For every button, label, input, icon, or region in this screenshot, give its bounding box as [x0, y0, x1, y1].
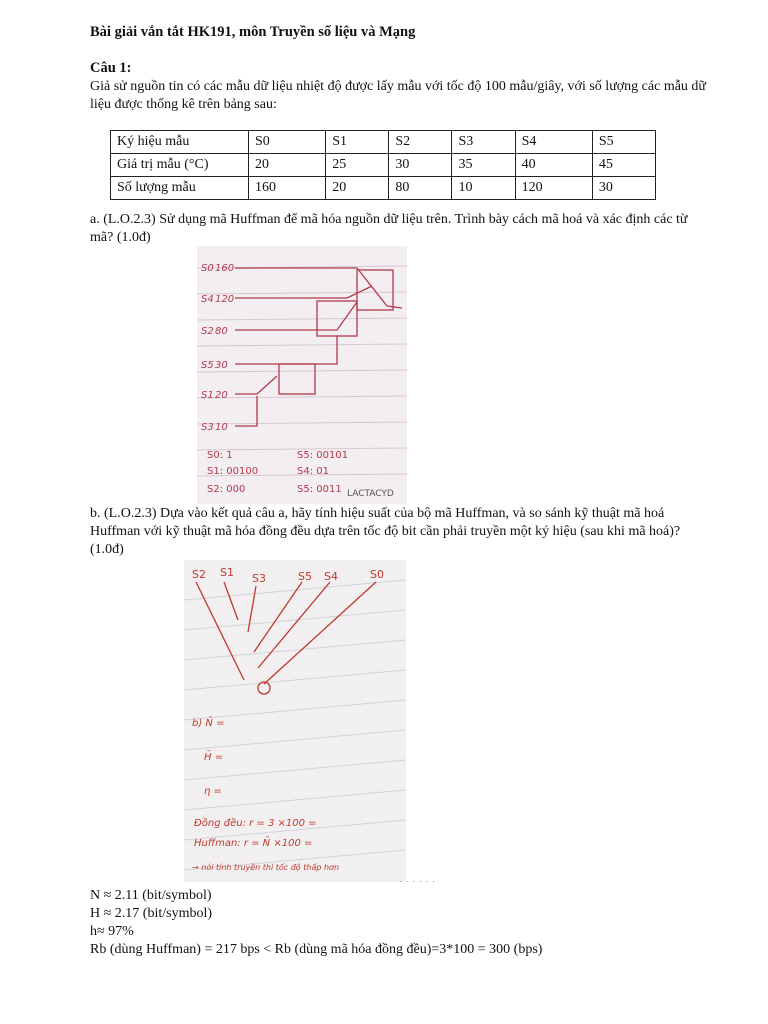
- table-cell: 80: [389, 177, 452, 200]
- table-row: [111, 177, 656, 200]
- photo1-code: S4: 01: [297, 466, 329, 477]
- photo1-count: 160: [215, 263, 235, 274]
- photo1-code: S5: 0011: [297, 484, 342, 495]
- photo1-label: S4: [201, 294, 214, 305]
- question-intro: Giả sử nguồn tin có các mẫu dữ liệu nhiệt độ được lấy mẫu với tốc độ 100 mẫu/giây, với số lượng các mẫu dữ liệu được thống kê trên bảng sau:: [90, 79, 707, 112]
- table-row: [111, 131, 656, 154]
- table-cell: S1: [326, 131, 389, 154]
- table-cell: 120: [515, 177, 592, 200]
- table-cell: 40: [515, 154, 592, 177]
- photo2-formula: Huffman: r = N̄ ×100 =: [194, 838, 313, 849]
- table-cell: 25: [326, 154, 389, 177]
- photo1-code: S5: 00101: [297, 450, 349, 461]
- question-part-b: b. (L.O.2.3) Dựa vào kết quả câu a, hãy tính hiệu suất của bộ mã Huffman, và so sánh kỹ thuật mã hoá Huffman với kỹ thuật mã hóa đồng đều dựa trên tốc độ bit cần phải truyền một ký hiệu (sau khi mã hoá)? (1.0đ): [90, 506, 681, 557]
- table-cell: S4: [515, 131, 592, 154]
- photo1-label: S5: [201, 360, 214, 371]
- table-cell: S3: [452, 131, 515, 154]
- table-cell: 30: [592, 177, 655, 200]
- photo1-label: S2: [201, 326, 214, 337]
- handwritten-tree-photo: [184, 560, 406, 882]
- table-cell: 35: [452, 154, 515, 177]
- table-row: [111, 154, 656, 177]
- photo2-label: S4: [324, 570, 338, 583]
- brand-watermark: LACTACYD: [347, 489, 394, 499]
- result-bitrate: Rb (dùng Huffman) = 217 bps < Rb (dùng mã hóa đồng đều)=3*100 = 300 (bps): [90, 942, 543, 957]
- table-cell: Số lượng mẫu: [111, 177, 249, 200]
- sample-table: [110, 130, 656, 200]
- photo2-formula: → nói tính truyền thì tốc độ thấp hơn: [192, 863, 340, 872]
- table-cell: Ký hiệu mẫu: [111, 131, 249, 154]
- photo2-formula: η =: [204, 786, 222, 797]
- photo1-code: S2: 000: [207, 484, 246, 495]
- result-efficiency: h≈ 97%: [90, 924, 134, 939]
- photo2-label: S1: [220, 566, 234, 579]
- photo1-count: 80: [215, 326, 228, 337]
- table-cell: S5: [592, 131, 655, 154]
- photo1-count: 120: [215, 294, 235, 305]
- photo2-formula: Đồng đều: r = 3 ×100 =: [194, 818, 317, 829]
- table-cell: S0: [249, 131, 326, 154]
- photo1-label: S0: [201, 263, 214, 274]
- table-cell: Giá trị mẫu (°C): [111, 154, 249, 177]
- handwritten-huffman-photo: [197, 246, 407, 504]
- photo1-label: S1: [201, 390, 214, 401]
- table-cell: 20: [249, 154, 326, 177]
- result-avg-length: N ≈ 2.11 (bit/symbol): [90, 888, 212, 903]
- photo1-count: 10: [215, 422, 228, 433]
- photo1-code: S1: 00100: [207, 466, 259, 477]
- table-cell: S2: [389, 131, 452, 154]
- photo2-label: S2: [192, 568, 206, 581]
- photo1-count: 30: [215, 360, 228, 371]
- photo2-formula: H̄ =: [204, 752, 224, 763]
- photo2-formula: b) N̄ =: [192, 718, 225, 729]
- table-cell: 160: [249, 177, 326, 200]
- photo2-label: S5: [298, 570, 312, 583]
- photo1-code: S0: 1: [207, 450, 233, 461]
- table-cell: 20: [326, 177, 389, 200]
- photo1-count: 20: [215, 390, 228, 401]
- photo1-label: S3: [201, 422, 214, 433]
- result-entropy: H ≈ 2.17 (bit/symbol): [90, 906, 213, 921]
- photo2-label: S0: [370, 568, 384, 581]
- dot-leader: . . . . . .: [400, 874, 436, 884]
- photo2-label: S3: [252, 572, 266, 585]
- table-cell: 30: [389, 154, 452, 177]
- question-part-a: a. (L.O.2.3) Sử dụng mã Huffman để mã hóa nguồn dữ liệu trên. Trình bày cách mã hoá và xác định các từ mã? (1.0đ): [90, 212, 688, 245]
- table-cell: 45: [592, 154, 655, 177]
- question-heading: Câu 1:: [90, 60, 132, 76]
- document-title: Bài giải vắn tắt HK191, môn Truyền số liệu và Mạng: [90, 24, 416, 40]
- table-cell: 10: [452, 177, 515, 200]
